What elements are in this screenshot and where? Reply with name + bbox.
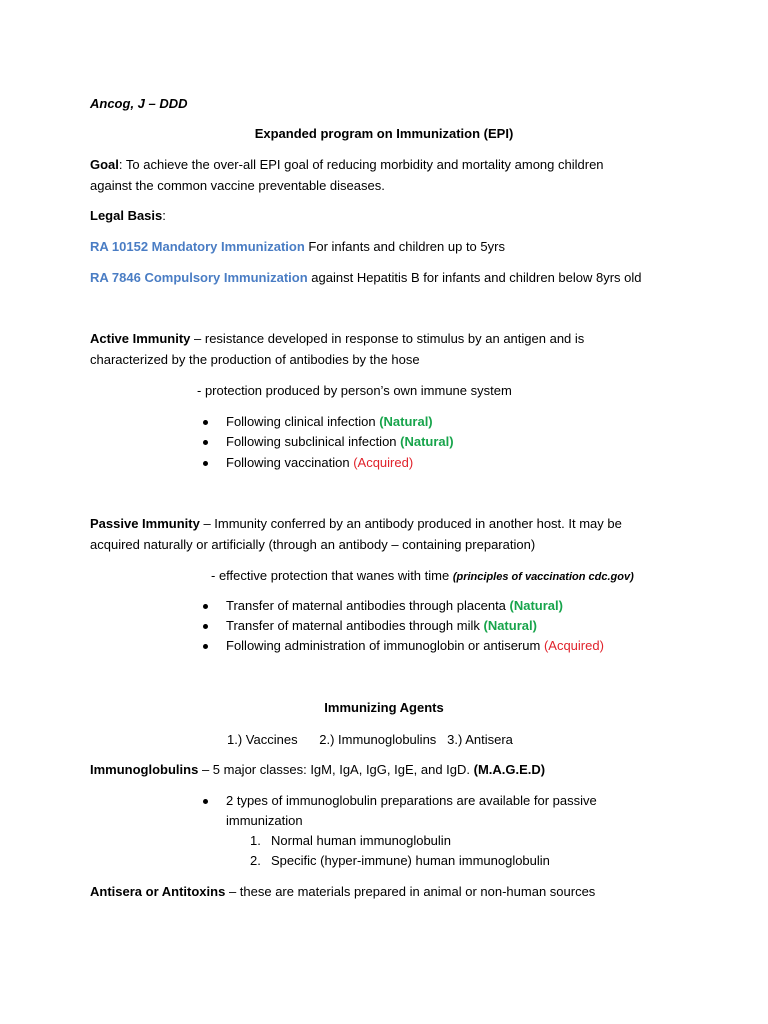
law-item bbox=[90, 237, 505, 257]
list-item-text: Following vaccination bbox=[226, 455, 354, 470]
antisera-def: – these are materials prepared in animal or non-human sources bbox=[225, 884, 596, 899]
immunoglobulins-def: – 5 major classes: IgM, IgA, IgG, IgE, and IgD. bbox=[198, 762, 474, 777]
source-citation: (principles of vaccination cdc.gov) bbox=[452, 571, 634, 583]
document-title: Expanded program on Immunization (EPI) bbox=[254, 126, 514, 141]
item-text: Normal human immunoglobulin bbox=[271, 833, 451, 848]
natural-tag: (Natural) bbox=[509, 598, 563, 613]
antisera-line bbox=[90, 882, 595, 902]
goal-label: Goal bbox=[90, 157, 119, 172]
list-item-continuation: immunization bbox=[226, 813, 303, 828]
active-immunity-term: Active Immunity bbox=[90, 331, 191, 346]
law-name: RA 10152 Mandatory Immunization bbox=[90, 239, 305, 254]
list-item-text: Transfer of maternal antibodies through placenta bbox=[226, 598, 510, 613]
immunizing-agents-heading: Immunizing Agents bbox=[324, 700, 444, 715]
list-item-text: Following administration of immunoglobin or antiserum bbox=[226, 638, 544, 653]
natural-tag: (Natural) bbox=[483, 618, 537, 633]
natural-tag: (Natural) bbox=[379, 414, 433, 429]
law-desc: against Hepatitis B for infants and children below 8yrs old bbox=[307, 270, 642, 285]
list-item-text: Transfer of maternal antibodies through milk bbox=[226, 618, 484, 633]
item-text: Specific (hyper-immune) human immunoglobulin bbox=[271, 853, 550, 868]
passive-immunity-term: Passive Immunity bbox=[90, 516, 200, 531]
list-item-text: Following clinical infection bbox=[226, 414, 380, 429]
antisera-term: Antisera or Antitoxins bbox=[90, 884, 226, 899]
goal-line-1 bbox=[90, 155, 604, 175]
passive-immunity-note bbox=[211, 566, 634, 587]
passive-immunity-line-2: acquired naturally or artificially (through an antibody – containing preparation) bbox=[90, 537, 536, 552]
active-immunity-note: - protection produced by person’s own immune system bbox=[197, 383, 512, 398]
active-immunity-line-2: characterized by the production of antibodies by the hose bbox=[90, 352, 420, 367]
active-immunity-def: – resistance developed in response to stimulus by an antigen and is bbox=[190, 331, 585, 346]
acquired-tag: (Acquired) bbox=[353, 455, 414, 470]
maged-mnemonic: (M.A.G.E.D) bbox=[473, 762, 546, 777]
goal-text: : To achieve the over-all EPI goal of reducing morbidity and mortality among children bbox=[118, 157, 604, 172]
law-desc: For infants and children up to 5yrs bbox=[304, 239, 505, 254]
list-item-text: 2 types of immunoglobulin preparations are available for passive bbox=[226, 793, 597, 808]
item-number: 1. bbox=[250, 833, 261, 848]
goal-line-2: against the common vaccine preventable diseases. bbox=[90, 178, 385, 193]
legal-basis-label: Legal Basis bbox=[90, 208, 163, 223]
immunoglobulins-term: Immunoglobulins bbox=[90, 762, 199, 777]
law-name: RA 7846 Compulsory Immunization bbox=[90, 270, 308, 285]
immunizing-agents-list: 1.) Vaccines 2.) Immunoglobulins 3.) Antisera bbox=[227, 732, 513, 747]
passive-immunity-def: – Immunity conferred by an antibody produced in another host. It may be bbox=[199, 516, 622, 531]
author-line: Ancog, J – DDD bbox=[90, 96, 188, 111]
acquired-tag: (Acquired) bbox=[543, 638, 604, 653]
item-number: 2. bbox=[250, 853, 261, 868]
immunoglobulins-line bbox=[90, 760, 545, 780]
list-item-text: Following subclinical infection bbox=[226, 434, 401, 449]
law-item bbox=[90, 268, 642, 288]
passive-note-text: - effective protection that wanes with time bbox=[211, 568, 453, 583]
active-immunity-line-1 bbox=[90, 329, 584, 349]
natural-tag: (Natural) bbox=[400, 434, 454, 449]
legal-basis-colon: : bbox=[162, 208, 166, 223]
passive-immunity-line-1 bbox=[90, 514, 622, 534]
legal-basis-heading bbox=[90, 206, 166, 226]
